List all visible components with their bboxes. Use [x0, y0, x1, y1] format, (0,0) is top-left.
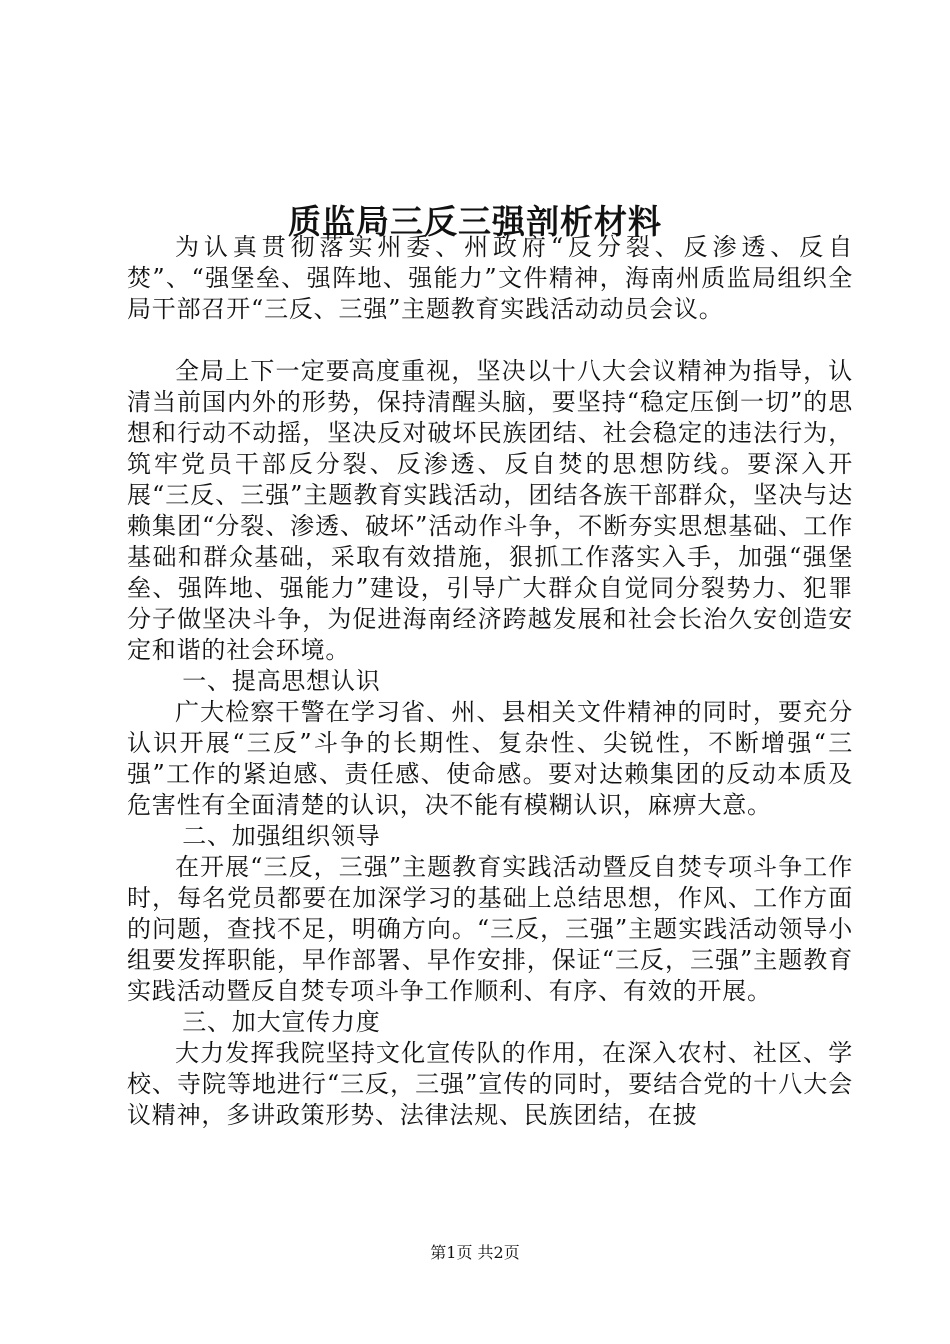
document-title: 质监局三反三强剖析材料 [288, 202, 662, 242]
section-heading-3: 三、加大宣传力度 [182, 1008, 381, 1036]
document-body [127, 232, 853, 1131]
paragraph-section-2: 在开展“三反，三强”主题教育实践活动暨反自焚专项斗争工作时，每名党员都要在加深学习的基础上总结思想，作风、工作方面的问题，查找不足，明确方向。“三反，三强”主题实践活动领导小组要发挥职能，早作部署、早作安排，保证“三反，三强”主题教育实践活动暨反自焚专项斗争工作顺利、有序、有效的开展。 [127, 853, 853, 1005]
paragraph-main: 全局上下一定要高度重视，坚决以十八大会议精神为指导，认清当前国内外的形势，保持清醒头脑，要坚持“稳定压倒一切”的思想和行动不动摇，坚决反对破坏民族团结、社会稳定的违法行为，筑牢党员干部反分裂、反渗透、反自焚的思想防线。要深入开展“三反、三强”主题教育实践活动，团结各族干部群众，坚决与达赖集团“分裂、渗透、破坏”活动作斗争，不断夯实思想基础、工作基础和群众基础，采取有效措施，狠抓工作落实入手，加强“强堡垒、强阵地、强能力”建设，引导广大群众自觉同分裂势力、犯罪分子做坚决斗争，为促进海南经济跨越发展和社会长治久安创造安定和谐的社会环境。 [127, 357, 853, 664]
paragraph-section-3: 大力发挥我院坚持文化宣传队的作用，在深入农村、社区、学校、寺院等地进行“三反，三强”宣传的同时，要结合党的十八大会议精神，多讲政策形势、法律法规、民族团结，在披 [127, 1039, 853, 1129]
section-heading-1: 一、提高思想认识 [182, 667, 381, 695]
section-heading-2: 二、加强组织领导 [182, 822, 381, 850]
paragraph-intro: 为认真贯彻落实州委、州政府“反分裂、反渗透、反自焚”、“强堡垒、强阵地、强能力”文件精神，海南州质监局组织全局干部召开“三反、三强”主题教育实践活动动员会议。 [127, 233, 853, 323]
paragraph-section-1: 广大检察干警在学习省、州、县相关文件精神的同时，要充分认识开展“三反”斗争的长期性、复杂性、尖锐性，不断增强“三强”工作的紧迫感、责任感、使命感。要对达赖集团的反动本质及危害性有全面清楚的认识，决不能有模糊认识，麻痹大意。 [127, 698, 853, 819]
page-number: 第1页 共2页 [430, 1243, 520, 1262]
